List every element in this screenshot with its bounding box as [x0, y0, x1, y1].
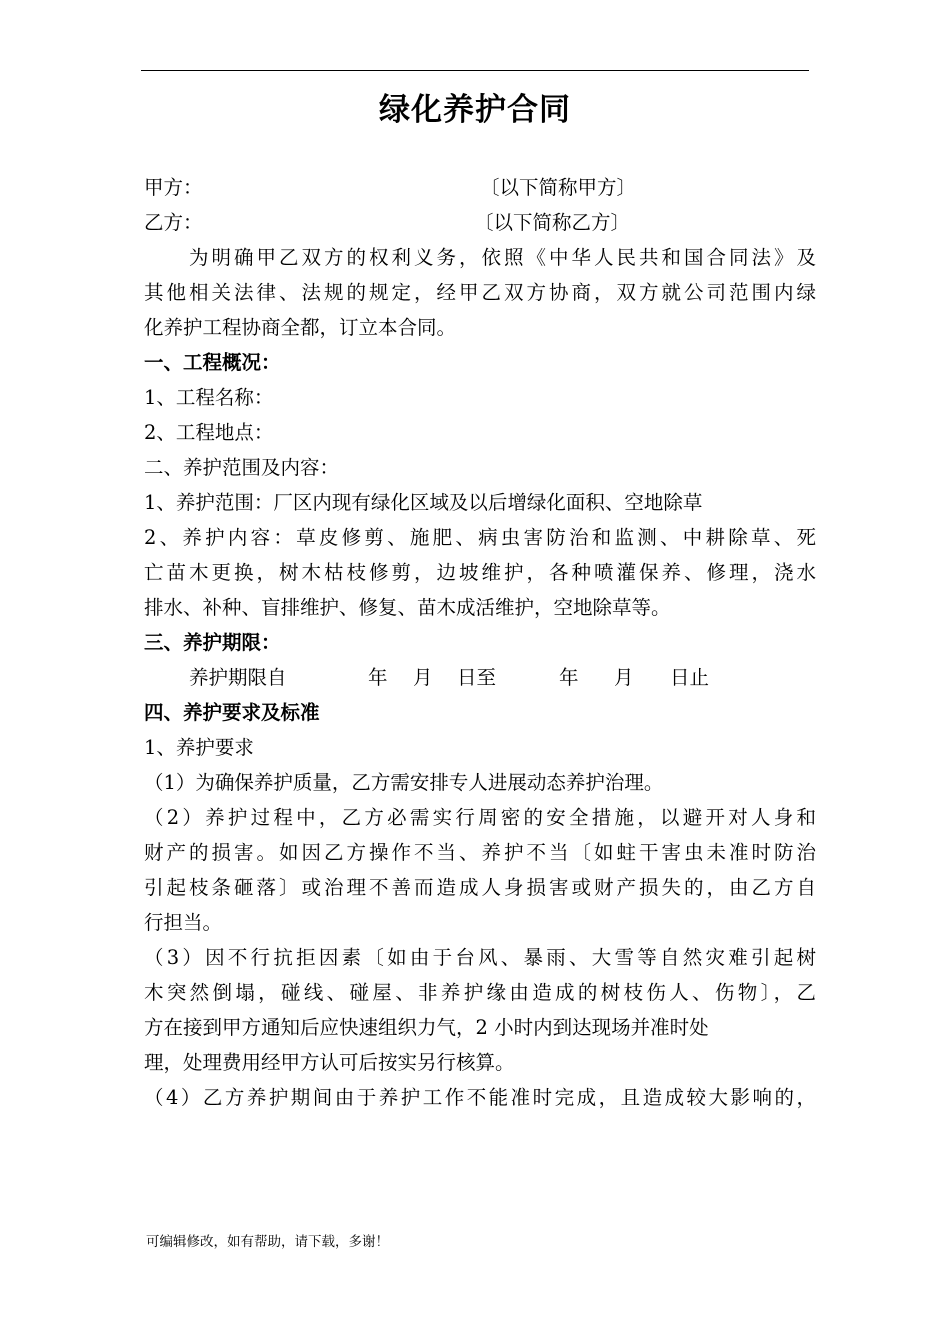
end-day-label: 日止	[670, 666, 710, 689]
preamble-line-2: 其他相关法律、法规的规定，经甲乙双方协商，双方就公司范围内绿	[144, 281, 816, 304]
requirement-2-line-2: 财产的损害。如因乙方操作不当、养护不当〔如蛀干害虫未准时防治	[144, 841, 816, 864]
content-line-2: 亡苗木更换，树木枯枝修剪，边坡维护，各种喷灌保养、修理，浇水	[144, 561, 816, 584]
preamble-line-1: 为明确甲乙双方的权利义务，依照《中华人民共和国合同法》及	[189, 246, 816, 269]
requirement-1: （1）为确保养护质量，乙方需安排专人进展动态养护治理。	[144, 771, 664, 794]
requirement-3-line-3: 方在接到甲方通知后应快速组织力气，2 小时内到达现场并准时处	[144, 1016, 709, 1039]
header-rule	[141, 70, 809, 71]
section-2-heading: 二、养护范围及内容：	[144, 456, 340, 479]
preamble-line-3: 化养护工程协商全都，订立本合同。	[144, 316, 457, 339]
section-3-heading: 三、养护期限：	[144, 631, 281, 654]
requirements-subheading: 1、养护要求	[144, 736, 254, 759]
project-name-line: 1、工程名称：	[144, 386, 274, 409]
requirement-3-line-4: 理，处理费用经甲方认可后按实另行核算。	[144, 1051, 515, 1074]
end-month-label: 月	[614, 666, 634, 689]
period-from-label: 养护期限自	[189, 666, 287, 689]
party-b-line	[144, 205, 816, 240]
end-year-label: 年	[559, 666, 579, 689]
document-title: 绿化养护合同	[379, 92, 571, 128]
start-year-label: 年	[368, 666, 388, 689]
start-month-label: 月	[413, 666, 433, 689]
requirement-3-line-1: （3）因不行抗拒因素〔如由于台风、暴雨、大雪等自然灾难引起树	[144, 946, 816, 969]
scope-line: 1、养护范围：厂区内现有绿化区域及以后增绿化面积、空地除草	[144, 491, 703, 514]
content-line-3: 排水、补种、盲排维护、修复、苗木成活维护，空地除草等。	[144, 596, 671, 619]
footer-note: 可编辑修改，如有帮助，请下载，多谢！	[146, 1234, 389, 1250]
requirement-2-line-3: 引起枝条砸落〕或治理不善而造成人身损害或财产损失的，由乙方自	[144, 876, 816, 899]
content-line-1: 2、养护内容：草皮修剪、施肥、病虫害防治和监测、中耕除草、死	[144, 526, 816, 549]
party-a-label: 甲方：	[144, 176, 203, 199]
project-location-line: 2、工程地点：	[144, 421, 274, 444]
requirement-4-line-1: （4）乙方养护期间由于养护工作不能准时完成，且造成较大影响的，	[144, 1086, 816, 1109]
requirement-2-line-1: （2）养护过程中，乙方必需实行周密的安全措施，以避开对人身和	[144, 806, 816, 829]
party-a-note: 〔以下简称甲方〕	[480, 176, 637, 199]
party-b-label: 乙方：	[144, 211, 203, 234]
party-a-line	[144, 170, 816, 205]
requirement-2-line-4: 行担当。	[144, 911, 223, 934]
section-4-heading: 四、养护要求及标准	[144, 701, 320, 724]
section-1-heading: 一、工程概况：	[144, 351, 281, 374]
period-line	[144, 660, 816, 695]
party-b-note: 〔以下简称乙方〕	[474, 211, 631, 234]
start-day-to-label: 日至	[457, 666, 497, 689]
document-body	[144, 170, 816, 1115]
requirement-3-line-2: 木突然倒塌，碰线、碰屋、非养护缘由造成的树枝伤人、伤物〕，乙	[144, 981, 816, 1004]
